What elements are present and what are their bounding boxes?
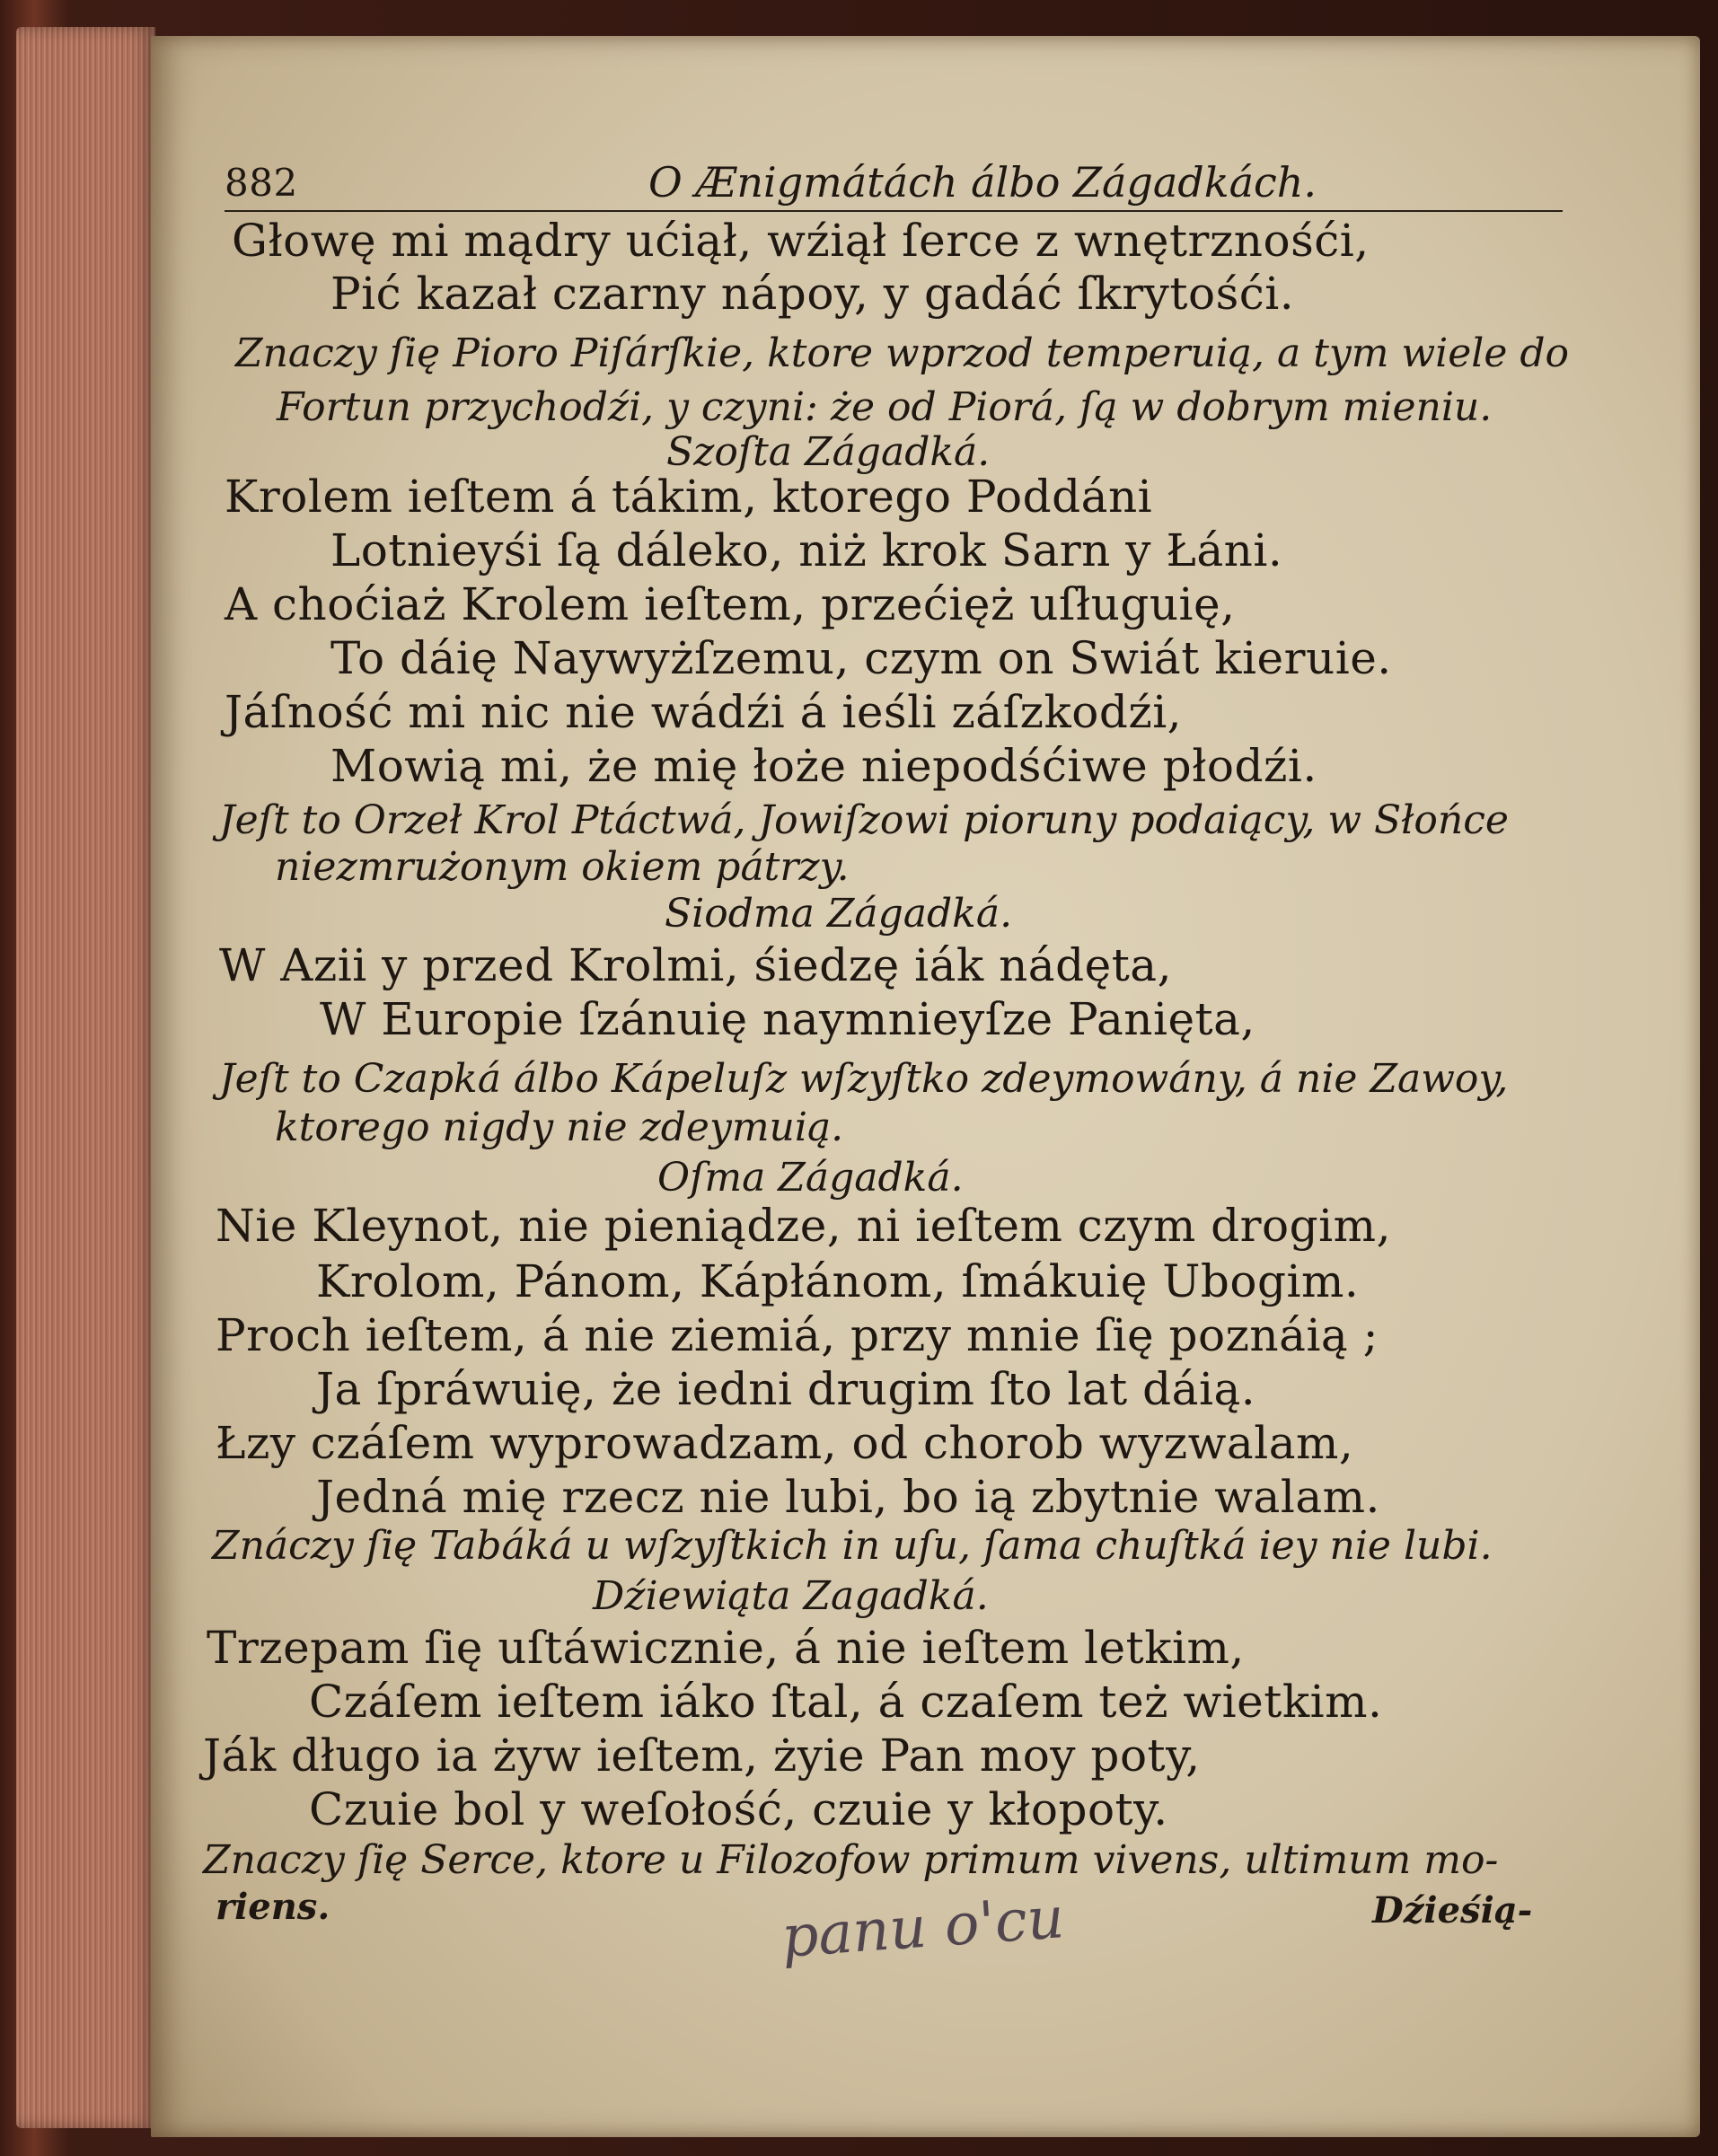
explanation-line: Znaczy ſię Serce, ktore u Filozofow primum vivens, ultimum mo- <box>203 1837 1499 1883</box>
verse-line: Mowią mi, że mię łoże niepodśćiwe płodźi. <box>330 740 1317 792</box>
explanation-line: Znáczy ſię Tabáká u wſzyſtkich in uſu, ſama chuſtká iey nie lubi. <box>212 1523 1493 1569</box>
riddle-heading: Siodma Zágadká. <box>665 891 1013 937</box>
verse-line: Czáſem ieſtem iáko ſtal, á czaſem też wietkim. <box>309 1676 1383 1728</box>
explanation-line: riens. <box>216 1886 330 1928</box>
verse-line: Ja ſpráwuię, że iedni drugim ſto lat dáią. <box>316 1363 1256 1415</box>
explanation-line: Jeſt to Orzeł Krol Ptáctwá, Jowiſzowi pioruny podaiący, w Słońce <box>219 797 1509 843</box>
verse-line: To dáię Naywyżſzemu, czym on Swiát kieruie. <box>330 632 1392 684</box>
running-title: O Ænigmátách álbo Zágadkách. <box>648 158 1317 207</box>
verse-line: Jedná mię rzecz nie lubi, bo ią zbytnie walam. <box>316 1471 1380 1523</box>
verse-line: Jáſność mi nic nie wádźi á ieśli záſzkodźi, <box>225 686 1183 738</box>
handwritten-annotation: panu o'cu <box>779 1885 1067 1971</box>
page-number: 882 <box>225 161 298 205</box>
verse-line: W Azii y przed Krolmi, śiedzę iák nádęta, <box>219 939 1173 991</box>
explanation-line: Jeſt to Czapká álbo Kápeluſz wſzyſtko zdeymowány, á nie Zawoy, <box>219 1056 1509 1102</box>
riddle-heading: Dźiewiąta Zagadká. <box>593 1573 989 1619</box>
explanation-line: niezmrużonym okiem pátrzy. <box>275 844 850 890</box>
verse-line: W Europie ſzánuię naymnieyſze Panięta, <box>320 993 1255 1045</box>
riddle-heading: Szoſta Zágadká. <box>666 429 991 475</box>
riddle-heading: Oſma Zágadká. <box>657 1155 964 1201</box>
verse-line: Czuie bol y weſołość, czuie y kłopoty. <box>309 1783 1168 1835</box>
verse-line: Proch ieſtem, á nie ziemiá, przy mnie ſię poznáią ; <box>216 1309 1379 1361</box>
verse-line: Pić kazał czarny nápoy, y gadáć ſkrytośći. <box>330 268 1295 320</box>
header-rule <box>225 210 1563 212</box>
explanation-line: Fortun przychodźi, y czyni: że od Piorá, ſą w dobrym mieniu. <box>277 384 1493 430</box>
verse-line: A choćiaż Krolem ieſtem, przećięż uſługuię, <box>225 578 1236 630</box>
verse-line: Trzepam ſię uſtáwicznie, á nie ieſtem letkim, <box>207 1622 1245 1674</box>
explanation-line: Znaczy ſię Pioro Piſárſkie, ktore wprzod temperuią, a tym wiele do <box>235 330 1569 376</box>
verse-line: Nie Kleynot, nie pieniądze, ni ieſtem czym drogim, <box>216 1200 1391 1252</box>
verse-line: Ják długo ia żyw ieſtem, żyie Pan moy poty, <box>203 1729 1201 1782</box>
verse-line: Krolom, Pánom, Kápłánom, ſmákuię Ubogim. <box>316 1255 1360 1307</box>
catchword: Dźieśią- <box>1372 1889 1533 1932</box>
book-page-edges <box>16 27 155 2128</box>
verse-line: Lotnieyśi ſą dáleko, niż krok Sarn y Łáni. <box>330 524 1283 576</box>
verse-line: Głowę mi mądry ućiął, wźiął ſerce z wnętrznośći, <box>232 215 1370 267</box>
verse-line: Krolem ieſtem á tákim, ktorego Poddáni <box>225 471 1153 523</box>
verse-line: Łzy czáſem wyprowadzam, od chorob wyzwalam, <box>216 1417 1354 1469</box>
explanation-line: ktorego nigdy nie zdeymuią. <box>275 1104 844 1150</box>
